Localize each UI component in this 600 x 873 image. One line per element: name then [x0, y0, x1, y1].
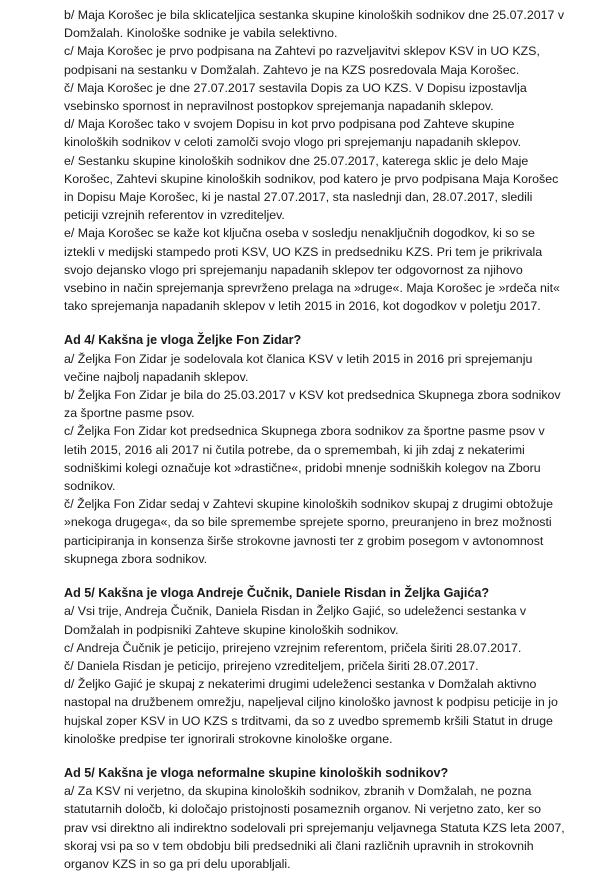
heading-ad4: Ad 4/ Kakšna je vloga Željke Fon Zidar? [64, 333, 302, 348]
paragraph-ad5-group-a: a/ Za KSV ni verjetno, da skupina kinoloških sodnikov, zbranih v Domžalah, ne pozna statutarnih določb, ki določajo pristojnosti posameznih organov. Ni verjetno zato, ker so prav vsi direktno ali indirektno sodelovali pri sprejemanju veljavnega Statuta KZS leta 2007, skoraj vsi pa so v tem obdobju bili predsedniki ali člani različnih upravnih in strokovnih organov KZS in so ga pri delu uporabljali. [64, 784, 565, 871]
section-gap [64, 315, 566, 331]
paragraph-ad5-a: a/ Vsi trije, Andreja Čučnik, Daniela Risdan in Željko Gajić, so udeleženci sestanka v Domžalah in podpisniki Zahteve skupine kinoloških sodnikov. [64, 604, 527, 637]
paragraph-ad3-cc: č/ Maja Korošec je dne 27.07.2017 sestavila Dopis za UO KZS. V Dopisu izpostavlja vsebinsko spornost in nepravilnost postopkov sprejemanja napadanih sklepov. [64, 80, 527, 114]
section-gap [64, 568, 566, 584]
paragraph-ad3-d: d/ Maja Korošec tako v svojem Dopisu in kot prvo podpisana pod Zahteve skupine kinoloških sodnikov v celoti zamolči svojo vlogo pri sprejemanju napadanih sklepov. [64, 117, 522, 150]
paragraph-ad4-a: a/ Željka Fon Zidar je sodelovala kot članica KSV v letih 2015 in 2016 pri sprejemanju večine najbolj napadanih sklepov. [64, 351, 533, 384]
paragraph-ad3-b: b/ Maja Korošec je bila sklicateljica sestanka skupine kinoloških sodnikov dne 25.07.2017 v Domžalah. Kinološke sodnike je vabila selektivno. [64, 8, 565, 41]
paragraph-ad4-b: b/ Željka Fon Zidar je bila do 25.03.2017 v KSV kot predsednica Skupnega zbora sodnikov za športne pasme psov. [64, 388, 561, 421]
section-gap [64, 748, 566, 764]
paragraph-ad3-c: c/ Maja Korošec je prvo podpisana na Zahtevi po razveljavitvi sklepov KSV in UO KZS, podpisani na sestanku v Domžalah. Zahtevo je na KZS posredovala Maja Korošec. [64, 44, 540, 77]
paragraph-ad5-cc: č/ Daniela Risdan je peticijo, prirejeno vzrediteljem, pričela širiti 28.07.2017. [64, 658, 479, 673]
heading-ad5-persons: Ad 5/ Kakšna je vloga Andreje Čučnik, Daniele Risdan in Željka Gajića? [64, 586, 490, 601]
paragraph-ad4-cc: č/ Željka Fon Zidar sedaj v Zahtevi skupine kinoloških sodnikov skupaj z drugimi obtožuje »nekoga drugega«, da so bile spremembe sprejete sporno, preuranjeno in brez možnosti participiranja in konsenza širše strokovne javnosti ter z grobim posegom v avtonomnost skupnega zbora sodnikov. [64, 497, 553, 566]
paragraph-ad3-e2: e/ Maja Korošec se kaže kot ključna oseba v sosledju nenaključnih dogodkov, ki so se iztekli v medijski stampedo proti KSV, UO KZS in predsedniku KZS. Pri tem je prikrivala svojo dejansko vlogo pri sprejemanju napadanih sklepov ter odgovornost za njihovo vsebino in način sprejemanja sprevrženo prelaga na »druge«. Maja Korošec je »rdeča nit« tako sprejemanja napadanih sklepov v letih 2015 in 2016, kot dogodkov v poletju 2017. [64, 226, 560, 314]
paragraph-ad4-c: c/ Željka Fon Zidar kot predsednica Skupnega zbora sodnikov za športne pasme psov v letih 2015, 2016 ali 2017 ni čutila potrebe, da o spremembah, ki jih zdaj z nekaterimi sodniškimi kolegi označuje kot »drastične«, pridobi mnenje sodniških kolegov na Zboru sodnikov. [64, 424, 545, 494]
paragraph-ad5-d: d/ Željko Gajić je skupaj z nekaterimi drugimi udeleženci sestanka v Domžalah aktivno nastopal na družbenem omrežju, napeljeval ciljno kinološko javnost k podpisu peticije in jo hujskal zoper KSV in UO KZS s trditvami, da so z uvedbo sprememb kršili Statut in druge kinološke predpise ter ignorirali strokovne kinološke organe. [64, 677, 558, 746]
heading-ad5-group: Ad 5/ Kakšna je vloga neformalne skupine kinoloških sodnikov? [64, 765, 449, 780]
paragraph-ad3-e1: e/ Sestanku skupine kinoloških sodnikov dne 25.07.2017, katerega sklic je delo Maje Korošec, Zahtevi skupine kinoloških sodnikov, pod katero je prvo podpisana Maja Korošec in Dopisu Maje Korošec, ki je nastal 27.07.2017, sta naslednji dan, 28.07.2017, sledili peticiji vzrejnih referentov in vzrediteljev. [64, 153, 559, 223]
paragraph-ad5-c: c/ Andreja Čučnik je peticijo, prirejeno vzrejnim referentom, pričela širiti 28.07.2017. [64, 640, 522, 655]
